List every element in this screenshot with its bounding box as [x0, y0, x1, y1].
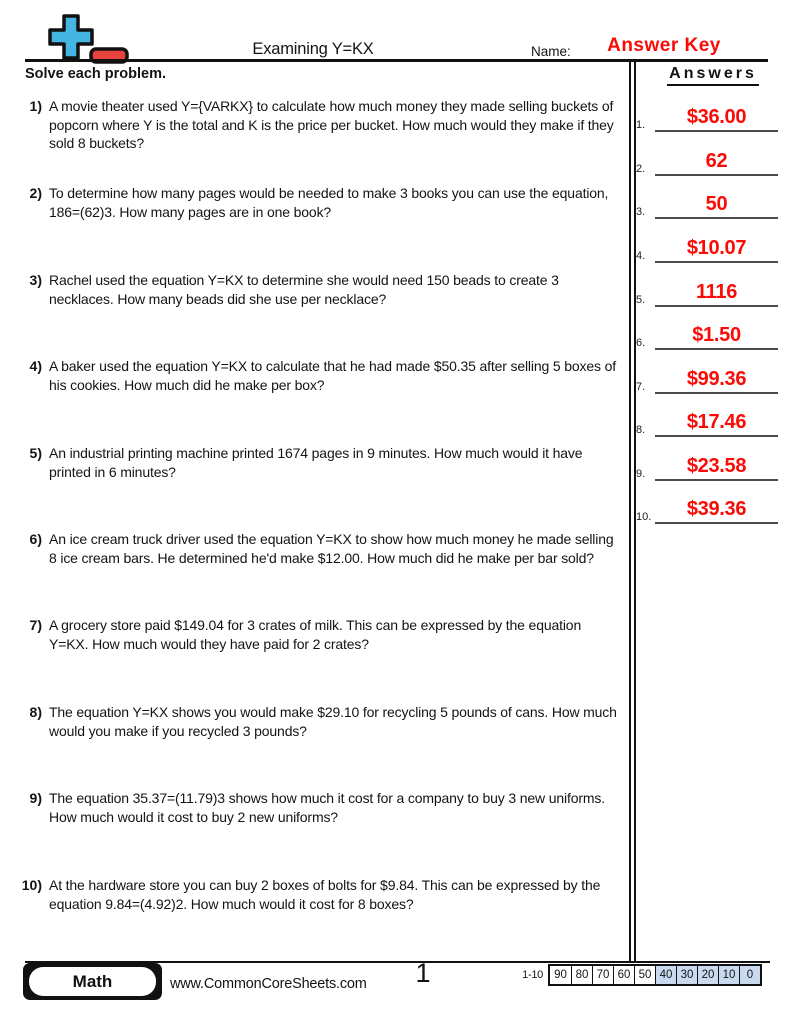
problem-4 — [0, 357, 624, 394]
score-cell: 50 — [634, 966, 655, 984]
problem-number: 9) — [29, 790, 42, 806]
score-cell: 60 — [613, 966, 634, 984]
score-cell: 40 — [655, 966, 676, 984]
problem-number: 6) — [29, 531, 42, 547]
column-separator — [629, 62, 636, 962]
answer-number: 10. — [636, 511, 652, 523]
page-title: Examining Y=KX — [252, 40, 374, 58]
answer-number: 2. — [636, 163, 646, 175]
instructions: Solve each problem. — [25, 66, 167, 82]
answer-value: $99.36 — [686, 368, 747, 390]
answer-value: $36.00 — [686, 106, 747, 128]
answers-header: Answers — [667, 65, 759, 86]
answer-line-10 — [655, 494, 778, 524]
problem-5 — [0, 444, 624, 481]
answer-line-7 — [655, 364, 778, 394]
score-cell: 90 — [550, 966, 571, 984]
answer-value: 50 — [705, 193, 728, 215]
name-label: Name: — [531, 44, 571, 59]
answer-number: 3. — [636, 206, 646, 218]
score-cell: 80 — [571, 966, 592, 984]
problem-3 — [0, 271, 624, 308]
problem-number: 1) — [29, 98, 42, 114]
answer-number: 5. — [636, 294, 646, 306]
score-cell: 10 — [718, 966, 739, 984]
answer-value: $1.50 — [692, 324, 741, 346]
problem-text: An industrial printing machine printed 1674 pages in 9 minutes. How much would it have printed in 6 minutes? — [49, 445, 583, 480]
answer-line-5 — [655, 277, 778, 307]
answer-number: 6. — [636, 337, 646, 349]
answer-number: 4. — [636, 250, 646, 262]
problem-number: 10) — [21, 877, 42, 893]
answer-number: 7. — [636, 381, 646, 393]
answer-value: $23.58 — [686, 455, 747, 477]
score-cell: 70 — [592, 966, 613, 984]
answer-line-1 — [655, 102, 778, 132]
answer-line-8 — [655, 407, 778, 437]
answer-line-9 — [655, 451, 778, 481]
problem-text: Rachel used the equation Y=KX to determine she would need 150 beads to create 3 necklaces. How many beads did she use per necklace? — [49, 272, 559, 307]
score-cell: 0 — [739, 966, 760, 984]
problem-number: 3) — [29, 272, 42, 288]
problem-10 — [0, 876, 624, 913]
score-strip — [505, 964, 762, 986]
problem-number: 2) — [29, 185, 42, 201]
website-url: www.CommonCoreSheets.com — [170, 976, 367, 992]
problem-7 — [0, 616, 624, 653]
plus-icon — [50, 16, 92, 58]
problem-number: 5) — [29, 445, 42, 461]
answer-value: $39.36 — [686, 498, 747, 520]
problem-9 — [0, 789, 624, 826]
answer-line-6 — [655, 320, 778, 350]
problem-2 — [0, 184, 624, 221]
answer-value: $17.46 — [686, 411, 747, 433]
problem-8 — [0, 703, 624, 740]
plus-minus-logo-icon — [40, 12, 132, 66]
problem-number: 8) — [29, 704, 42, 720]
problem-text: The equation Y=KX shows you would make $29.10 for recycling 5 pounds of cans. How much would you make if you recycled 3 pounds? — [49, 704, 617, 739]
problem-text: To determine how many pages would be needed to make 3 books you can use the equation, 186=(62)3. How many pages are in one book? — [49, 185, 609, 220]
answer-key-text: Answer Key — [607, 35, 721, 56]
problem-text: At the hardware store you can buy 2 boxes of bolts for $9.84. This can be expressed by the equation 9.84=(4.92)2. How much would it cost for 8 boxes? — [49, 877, 601, 912]
page-number: 1 — [415, 958, 431, 988]
problem-text: An ice cream truck driver used the equation Y=KX to show how much money he made selling 8 ice cream bars. He determined he'd make $12.00. How much did he make per bar sold? — [49, 531, 614, 566]
subject-badge — [23, 963, 162, 1000]
header-divider — [25, 59, 768, 62]
problem-text: A grocery store paid $149.04 for 3 crates of milk. This can be expressed by the equation Y=KX. How much would they have paid for 2 crates? — [49, 617, 582, 652]
problem-number: 4) — [29, 358, 42, 374]
subject-label: Math — [29, 967, 156, 996]
problem-number: 7) — [29, 617, 42, 633]
problem-1 — [0, 97, 624, 153]
answer-number: 8. — [636, 424, 646, 436]
answer-line-2 — [655, 146, 778, 176]
answer-line-4 — [655, 233, 778, 263]
score-range-label: 1-10 — [522, 969, 543, 981]
problem-text: A movie theater used Y={VARKX} to calculate how much money they made selling buckets of popcorn where Y is the total and K is the price per bucket. How much would they make if they sold 8 buckets? — [49, 98, 614, 151]
answer-value: $10.07 — [686, 237, 747, 259]
answer-line-3 — [655, 189, 778, 219]
problem-text: A baker used the equation Y=KX to calculate that he had made $50.35 after selling 5 boxes of his cookies. How much did he make per box? — [49, 358, 616, 393]
answers-header-wrap — [640, 65, 786, 86]
answer-value: 62 — [705, 150, 728, 172]
answer-number: 1. — [636, 119, 646, 131]
commoncoresheets-logo — [40, 12, 132, 66]
score-cell: 20 — [697, 966, 718, 984]
answer-value: 1116 — [695, 281, 738, 303]
problem-text: The equation 35.37=(11.79)3 shows how much it cost for a company to buy 3 new uniforms. How much would it cost to buy 2 new uniforms? — [49, 790, 605, 825]
problem-6 — [0, 530, 624, 567]
score-table — [548, 964, 762, 986]
answer-number: 9. — [636, 468, 646, 480]
score-cell: 30 — [676, 966, 697, 984]
